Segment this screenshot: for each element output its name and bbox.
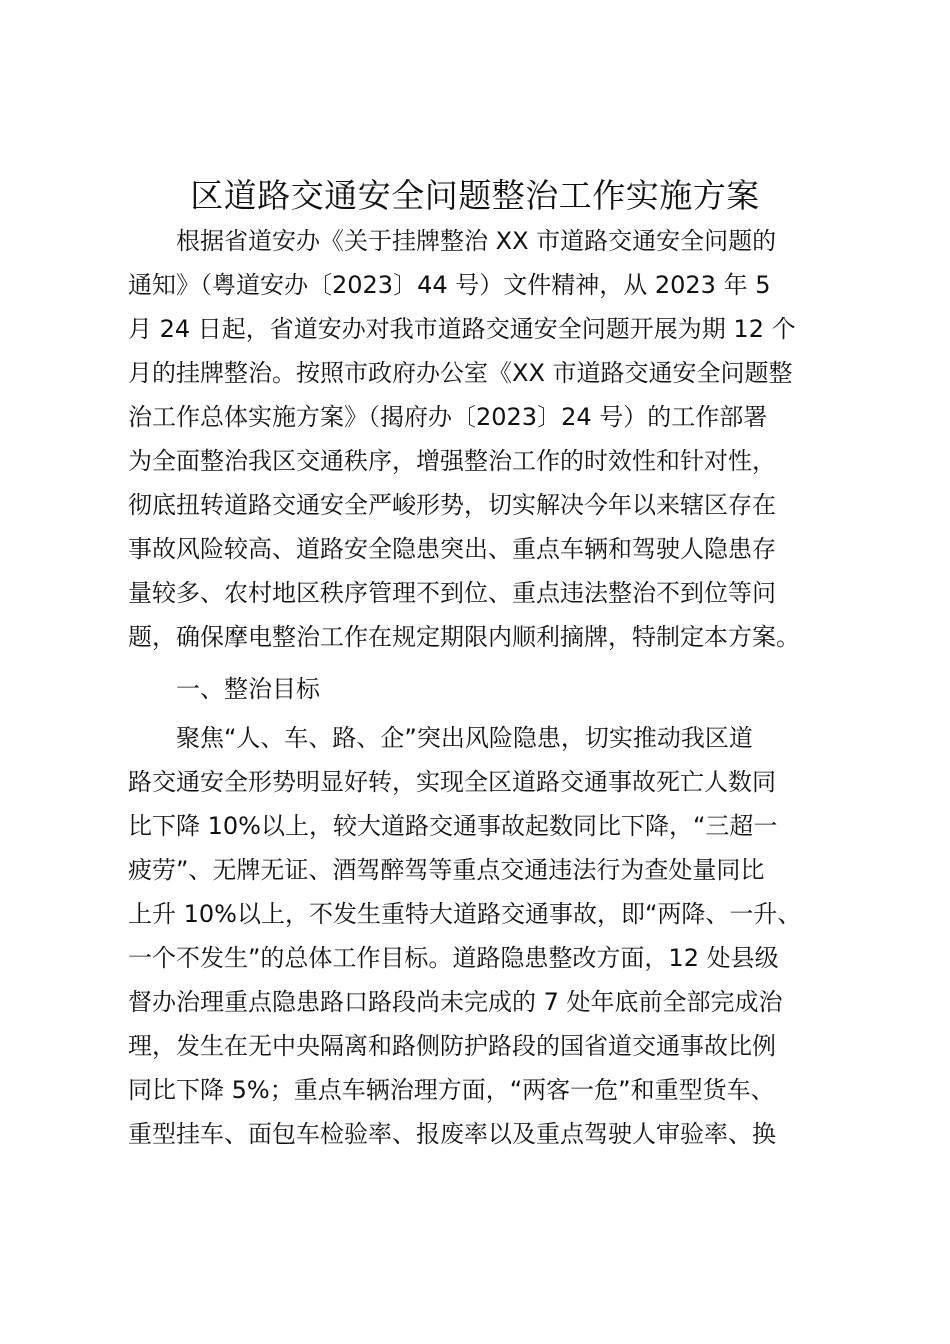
paragraph-line: 理，发生在无中央隔离和路侧防护路段的国省道交通事故比例	[128, 1032, 776, 1060]
paragraph-line: 根据省道安办《关于挂牌整治 XX 市道路交通安全问题的	[176, 227, 777, 255]
paragraph-line: 通知》（粤道安办〔2023〕44 号）文件精神，从 2023 年 5	[128, 271, 771, 299]
paragraph-line: 为全面整治我区交通秩序，增强整治工作的时效性和针对性，	[128, 447, 776, 475]
paragraph-line: 重型挂车、面包车检验率、报废率以及重点驾驶人审验率、换	[128, 1120, 776, 1148]
paragraph-line: 月 24 日起，省道安办对我市道路交通安全问题开展为期 12 个	[128, 315, 796, 343]
section-heading: 一、整治目标	[176, 675, 320, 703]
paragraph-line: 事故风险较高、道路安全隐患突出、重点车辆和驾驶人隐患存	[128, 535, 776, 563]
paragraph-line: 治工作总体实施方案》（揭府办〔2023〕24 号）的工作部署	[128, 403, 768, 431]
paragraph-line: 疲劳”、无牌无证、酒驾醉驾等重点交通违法行为查处量同比	[128, 856, 765, 884]
paragraph-line: 聚焦“人、车、路、企”突出风险隐患，切实推动我区道	[176, 724, 753, 752]
paragraph-line: 题，确保摩电整治工作在规定期限内顺利摘牌，特制定本方案。	[128, 623, 800, 651]
paragraph-line: 量较多、农村地区秩序管理不到位、重点违法整治不到位等问	[128, 579, 776, 607]
paragraph-line: 路交通安全形势明显好转，实现全区道路交通事故死亡人数同	[128, 768, 776, 796]
paragraph-line: 同比下降 5%；重点车辆治理方面，“两客一危”和重型货车、	[128, 1076, 775, 1104]
paragraph-line: 督办治理重点隐患路口路段尚未完成的 7 处年底前全部完成治	[128, 988, 783, 1016]
document-title: 区道路交通安全问题整治工作实施方案	[190, 176, 760, 215]
paragraph-line: 上升 10%以上，不发生重特大道路交通事故，即“两降、一升、	[128, 900, 802, 928]
paragraph-line: 一个不发生”的总体工作目标。道路隐患整改方面，12 处县级	[128, 944, 779, 972]
paragraph-line: 彻底扭转道路交通安全严峻形势，切实解决今年以来辖区存在	[128, 491, 776, 519]
paragraph-line: 比下降 10%以上，较大道路交通事故起数同比下降，“三超一	[128, 812, 778, 840]
paragraph-line: 月的挂牌整治。按照市政府办公室《XX 市道路交通安全问题整	[128, 359, 793, 387]
